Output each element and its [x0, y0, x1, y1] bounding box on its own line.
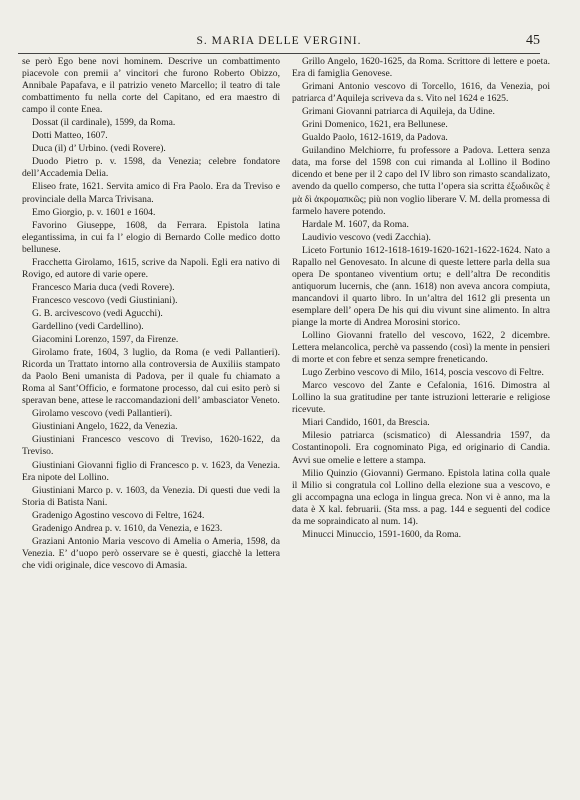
- entry: Grini Domenico, 1621, era Bellunese.: [302, 119, 448, 131]
- entry: Francesco vescovo (vedi Giustiniani).: [32, 294, 178, 306]
- entry: Duodo Pietro p. v. 1598, da Venezia; celebre fondatore dell’Accademia Delia.: [22, 156, 280, 180]
- entry: Dossat (il cardinale), 1599, da Roma.: [32, 117, 176, 129]
- paragraph: se però Ego bene novi hominem. Descrive un combattimento piacevole con premii a’ vincitori che furono Roberto Obizzo, Annibale Papafava, e il patrizio veneto Marcello; il teatro di tale combattimento fu nella corte del Capitano, ed era maestro di campo il conte Enea.: [22, 56, 280, 116]
- running-header: [18, 33, 540, 54]
- entry: Gradenigo Andrea p. v. 1610, da Venezia, e 1623.: [32, 522, 223, 534]
- entry: Girolamo vescovo (vedi Pallantieri).: [32, 408, 173, 420]
- entry: Giustiniani Angelo, 1622, da Venezia.: [32, 421, 178, 433]
- entry: Milio Quinzio (Giovanni) Germano. Epistola latina colla quale il Milio si congratula col Lollino della elezione sua a vescovo, e gli accompagna una ecloga in lingua greca. Non vi è anno, ma la data è X kal. februarii. (Sta mss. a pag. 144 e seguenti del codice da me sopraindicato al num. 14).: [292, 467, 550, 527]
- entry: Guilandino Melchiorre, fu professore a Padova. Lettera senza data, ma forse del 1598 con cui rimanda al Lollino il Bodino dicendo et bene per il 2 capo del IV libro son rimasto scandalizato, avendo da quello comperso, che tutta l’opera sia scritta ἐξωδικῶς ὲ μὰ δὶ ἀκρομαπκῶς; più non voglio liberare V. M. della promessa di farmelo havere potendo.: [292, 145, 550, 217]
- page-number: 45: [526, 33, 540, 48]
- entry: Giacomini Lorenzo, 1597, da Firenze.: [32, 334, 179, 346]
- entry: Girolamo frate, 1604, 3 luglio, da Roma (e vedi Pallantieri). Ricorda un Trattato intorno alla controversia de Auxiliis stampato da Paolo Beni umanista di Padova, per il quale fu chiamato a Roma al Sant’Officio, e formatone processo, dal cui esito però si speravan bene, attese le raccomandazioni dell’ ambasciator Veneto.: [22, 347, 280, 407]
- entry: Liceto Fortunio 1612-1618-1619-1620-1621-1622-1624. Nato a Rapallo nel Genovesato. In alcune di queste lettere parla della sua opera De spontaneo viventium ortu; e dell’altra De reconditis antiquorum lucernis, che (ann. 1618) non aveva ancora compiuta, mancandovi il quarto libro. In un’altra del 1612 gli presenta un esemplare dell’ opera De his qui diu vivunt sine alimento. In altra piange la morte di Andrea Morosini storico.: [292, 244, 550, 328]
- entry: Favorino Giuseppe, 1608, da Ferrara. Epistola latina elegantissima, in cui fa l’ elogio di Bernardo Colle medico dotto bellunese.: [22, 219, 280, 255]
- right-column: [292, 56, 550, 542]
- running-title: S. MARIA DELLE VERGINI.: [196, 35, 362, 47]
- entry: Duca (il) d’ Urbino. (vedi Rovere).: [32, 143, 166, 155]
- entry: Emo Giorgio, p. v. 1601 e 1604.: [32, 206, 156, 218]
- entry: Giustiniani Giovanni figlio di Francesco p. v. 1623, da Venezia. Era nipote del Lollino.: [22, 459, 280, 483]
- entry: Grimani Giovanni patriarca di Aquileja, da Udine.: [302, 106, 495, 118]
- entry: Graziani Antonio Maria vescovo di Amelia o Ameria, 1598, da Venezia. E’ d’uopo però osservare se è questi, giacchè la lettera che vidi originale, dice vescovo di Amasia.: [22, 535, 280, 571]
- entry: Giustiniani Marco p. v. 1603, da Venezia. Di questi due vedi la Storia di Batista Nani.: [22, 484, 280, 508]
- entry: Minucci Minuccio, 1591-1600, da Roma.: [302, 528, 462, 540]
- entry: Miari Candido, 1601, da Brescia.: [302, 417, 430, 429]
- entry: Hardale M. 1607, da Roma.: [302, 218, 409, 230]
- entry: Fracchetta Girolamo, 1615, scrive da Napoli. Egli era nativo di Rovigo, ed autore di varie opere.: [22, 256, 280, 280]
- entry: Dotti Matteo, 1607.: [32, 130, 108, 142]
- entry: Laudivio vescovo (vedi Zacchia).: [302, 231, 431, 243]
- entry: Marco vescovo del Zante e Cefalonia, 1616. Dimostra al Lollino la sua gratitudine per tante istruzioni letterarie e religiose ricevute.: [292, 380, 550, 416]
- entry: Milesio patriarca (scismatico) di Alessandria 1597, da Costantinopoli. Era cognominato Piga, ed originario di Candia. Avvi sue omelie e lettere a stampa.: [292, 430, 550, 466]
- entry: Grillo Angelo, 1620-1625, da Roma. Scrittore di lettere e poeta. Era di famiglia Genovese.: [292, 56, 550, 80]
- entry: Eliseo frate, 1621. Servita amico di Fra Paolo. Era da Treviso e provinciale della Marca Trivisana.: [22, 181, 280, 205]
- left-column: [22, 56, 280, 573]
- entry: Francesco Maria duca (vedi Rovere).: [32, 281, 175, 293]
- entry: Lollino Giovanni fratello del vescovo, 1622, 2 dicembre. Lettera melancolica, perchè va passendo (così) la mente in pensieri di morte et con febre et senza sempre freneticando.: [292, 330, 550, 366]
- entry: Lugo Zerbino vescovo di Milo, 1614, poscia vescovo di Feltre.: [302, 367, 544, 379]
- entry: Giustiniani Francesco vescovo di Treviso, 1620-1622, da Treviso.: [22, 434, 280, 458]
- entry: G. B. arcivescovo (vedi Agucchi).: [32, 307, 163, 319]
- entry: Grimani Antonio vescovo di Torcello, 1616, da Venezia, poi patriarca d’Aquileja scriveva da s. Vito nel 1624 e 1625.: [292, 81, 550, 105]
- entry: Gradenigo Agostino vescovo di Feltre, 1624.: [32, 509, 205, 521]
- entry: Gardellino (vedi Cardellino).: [32, 320, 144, 332]
- entry: Gualdo Paolo, 1612-1619, da Padova.: [302, 132, 448, 144]
